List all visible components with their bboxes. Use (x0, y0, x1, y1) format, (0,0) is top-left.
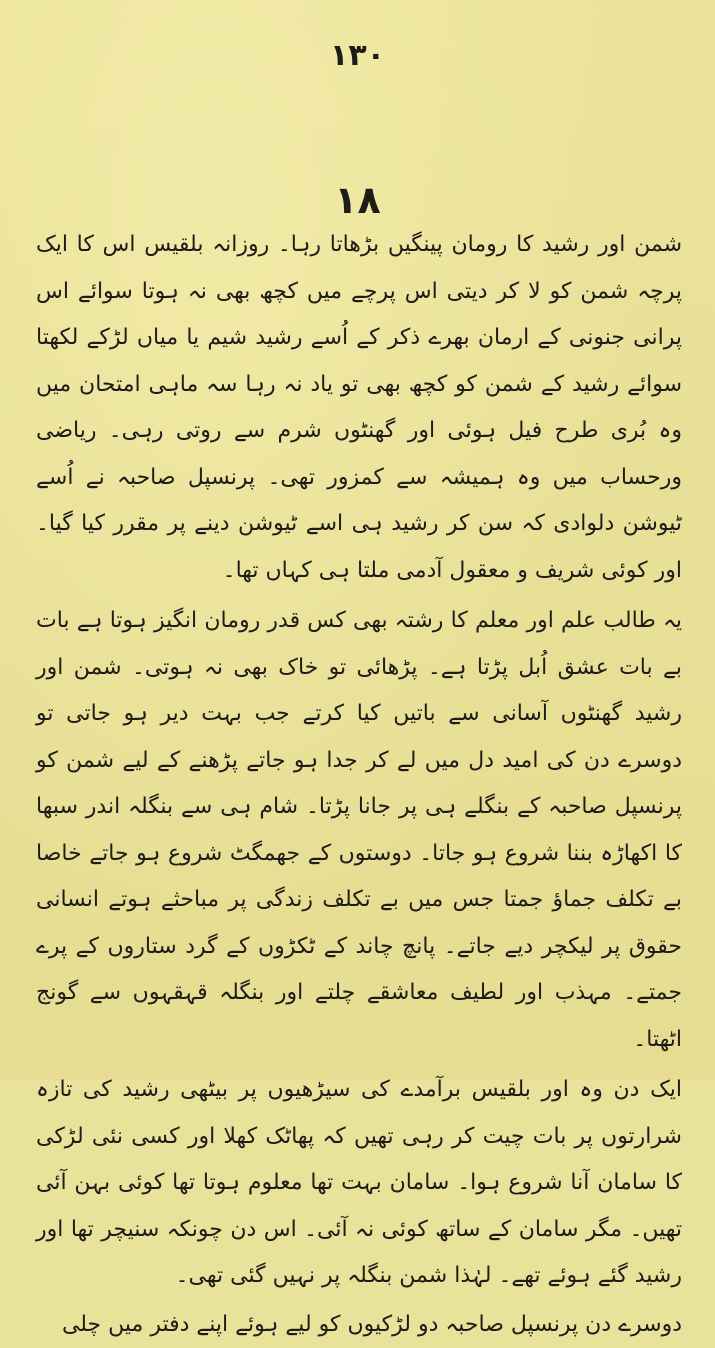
paragraph: ایک دن وہ اور بلقیس برآمدے کی سیڑھیوں پر بیٹھی رشید کی تازہ شرارتوں پر بات چیت کر رہی تھیں کہ پھاٹک کھلا اور کسی نئی لڑکی کا سامان آنا شروع ہوا۔ سامان بہت تھا معلوم ہوتا تھا کوئی بہن آئی تھیں۔ مگر سامان کے ساتھ کوئی نہ آئی۔ اس دن چونکہ سنیچر تھا اور رشید گئے ہوئے تھے۔ لہٰذا شمن بنگلہ پر نہیں گئی تھی۔ (36, 1067, 682, 1300)
paragraph: شمن اور رشید کا رومان پینگیں بڑھاتا رہا۔ روزانہ بلقیس اس کا ایک پرچہ شمن کو لا کر دیتی اس پرچے میں کچھ بھی نہ ہوتا سوائے اس پرانی جنونی کے ارمان بھرے ذکر کے اُسے رشید شیم یا میاں لڑکے لکھتا سوائے رشید کے شمن کو کچھ بھی تو یاد نہ رہا سہ ماہی امتحان میں وہ بُری طرح فیل ہوئی اور گھنٹوں شرم سے روتی رہی۔ ریاضی ورحساب میں وہ ہمیشہ سے کمزور تھی۔ پرنسپل صاحبہ نے اُسے ٹیوشن دلوادی کہ سن کر رشید ہی اسے ٹیوشن دینے پر مقرر کیا گیا۔ اور کوئی شریف و معقول آدمی ملتا ہی کہاں تھا۔ (36, 222, 682, 594)
paragraph: دوسرے دن پرنسپل صاحبہ دو لڑکیوں کو لیے ہوئے اپنے دفتر میں چلی (36, 1302, 682, 1348)
page-number: ۱۳۰ (0, 38, 715, 73)
paragraph: یہ طالب علم اور معلم کا رشتہ بھی کس قدر رومان انگیز ہوتا ہے بات بے بات عشق اُبل پڑتا ہے۔ پڑھائی تو خاک بھی نہ ہوتی۔ شمن اور رشید گھنٹوں آسانی سے باتیں کیا کرتے جب بہت دیر ہو جاتی تو دوسرے دن کی امید دل میں لے کر جدا ہو جاتے پڑھنے کے لیے شمن کو پرنسپل صاحبہ کے بنگلے ہی پر جانا پڑتا۔ شام ہی سے بنگلہ اندر سبھا کا اکھاڑہ بننا شروع ہو جاتا۔ دوستوں کے جھمگٹ شروع ہو جاتے خاصا بے تکلف جماؤ جمتا جس میں بے تکلف زندگی پر مباحثے ہوتے انسانی حقوق پر لیکچر دیے جاتے۔ پانچ چاند کے ٹکڑوں کے گرد ستاروں کے پرے جمتے۔ مہذب اور لطیف معاشقے چلتے اور بنگلہ قہقہوں سے گونج اٹھتا۔ (36, 598, 682, 1063)
chapter-number: ۱۸ (0, 178, 715, 222)
body-text (36, 222, 682, 1348)
